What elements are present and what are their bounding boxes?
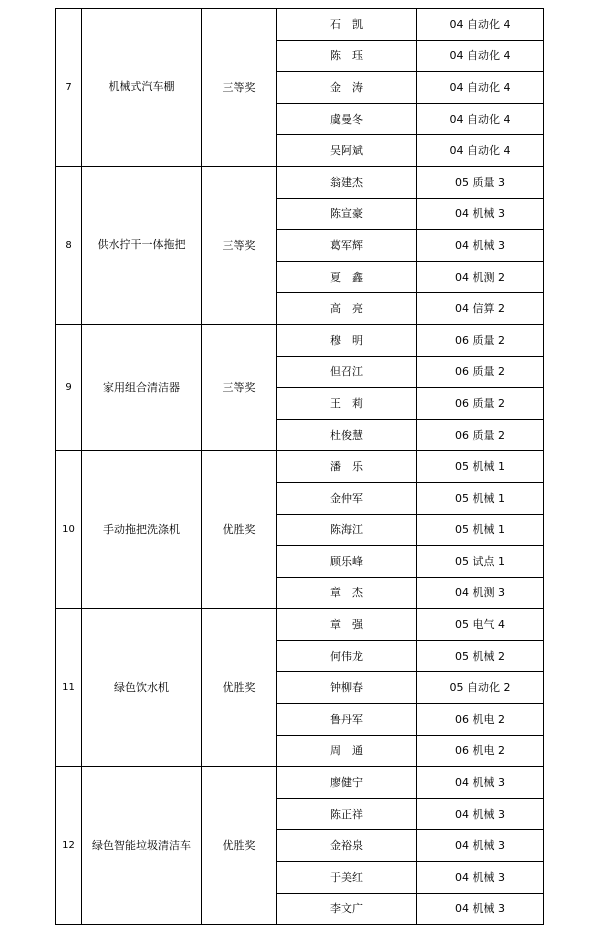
member-name: 杜俊慧 [277,419,417,451]
member-class: 04 信算 2 [417,293,544,325]
project-name: 供水拧干一体拖把 [82,166,202,324]
award-table-body [56,9,544,925]
award-level: 优胜奖 [202,609,277,767]
member-class: 04 自动化 4 [417,72,544,104]
member-class: 04 机械 3 [417,230,544,262]
member-name: 金仲军 [277,482,417,514]
member-name: 金裕泉 [277,830,417,862]
member-name: 鲁丹军 [277,704,417,736]
member-class: 04 机械 3 [417,767,544,799]
table-row [56,451,544,483]
member-class: 06 机电 2 [417,704,544,736]
member-name: 石 凯 [277,9,417,41]
award-table [55,8,544,925]
member-class: 06 质量 2 [417,324,544,356]
table-row [56,166,544,198]
project-name: 手动拖把洗涤机 [82,451,202,609]
member-class: 04 机测 2 [417,261,544,293]
entry-number: 8 [56,166,82,324]
member-class: 04 自动化 4 [417,135,544,167]
member-class: 05 自动化 2 [417,672,544,704]
member-name: 王 莉 [277,388,417,420]
member-name: 钟柳春 [277,672,417,704]
member-class: 04 自动化 4 [417,40,544,72]
entry-number: 11 [56,609,82,767]
member-name: 何伟龙 [277,640,417,672]
member-class: 04 机测 3 [417,577,544,609]
member-class: 06 质量 2 [417,388,544,420]
table-row [56,767,544,799]
member-name: 李文广 [277,893,417,925]
member-name: 高 亮 [277,293,417,325]
member-class: 04 机械 3 [417,198,544,230]
member-class: 05 机械 1 [417,514,544,546]
table-row [56,9,544,41]
member-name: 章 杰 [277,577,417,609]
member-class: 04 自动化 4 [417,103,544,135]
member-class: 06 机电 2 [417,735,544,767]
entry-number: 7 [56,9,82,167]
project-name: 绿色智能垃圾清洁车 [82,767,202,925]
award-level: 三等奖 [202,9,277,167]
member-name: 翁建杰 [277,166,417,198]
member-name: 夏 鑫 [277,261,417,293]
member-class: 05 机械 1 [417,451,544,483]
member-name: 廖健宁 [277,767,417,799]
entry-number: 9 [56,324,82,450]
member-name: 虞曼冬 [277,103,417,135]
member-class: 05 试点 1 [417,546,544,578]
member-name: 穆 明 [277,324,417,356]
member-name: 但召江 [277,356,417,388]
member-class: 05 机械 2 [417,640,544,672]
member-name: 陈海江 [277,514,417,546]
member-name: 陈宣豪 [277,198,417,230]
member-class: 05 电气 4 [417,609,544,641]
entry-number: 12 [56,767,82,925]
project-name: 机械式汽车棚 [82,9,202,167]
award-level: 三等奖 [202,166,277,324]
award-level: 三等奖 [202,324,277,450]
member-name: 章 强 [277,609,417,641]
member-name: 金 涛 [277,72,417,104]
member-name: 顾乐峰 [277,546,417,578]
award-level: 优胜奖 [202,451,277,609]
entry-number: 10 [56,451,82,609]
table-row [56,609,544,641]
member-class: 04 机械 3 [417,798,544,830]
table-row [56,324,544,356]
member-name: 葛军辉 [277,230,417,262]
member-class: 06 质量 2 [417,419,544,451]
member-name: 潘 乐 [277,451,417,483]
member-name: 周 通 [277,735,417,767]
member-class: 06 质量 2 [417,356,544,388]
project-name: 家用组合清洁器 [82,324,202,450]
member-class: 05 质量 3 [417,166,544,198]
member-class: 04 机械 3 [417,830,544,862]
member-class: 04 机械 3 [417,893,544,925]
member-name: 吴阿斌 [277,135,417,167]
member-class: 05 机械 1 [417,482,544,514]
member-name: 陈 珏 [277,40,417,72]
member-name: 于美红 [277,862,417,894]
project-name: 绿色饮水机 [82,609,202,767]
member-class: 04 自动化 4 [417,9,544,41]
member-class: 04 机械 3 [417,862,544,894]
award-level: 优胜奖 [202,767,277,925]
member-name: 陈正祥 [277,798,417,830]
